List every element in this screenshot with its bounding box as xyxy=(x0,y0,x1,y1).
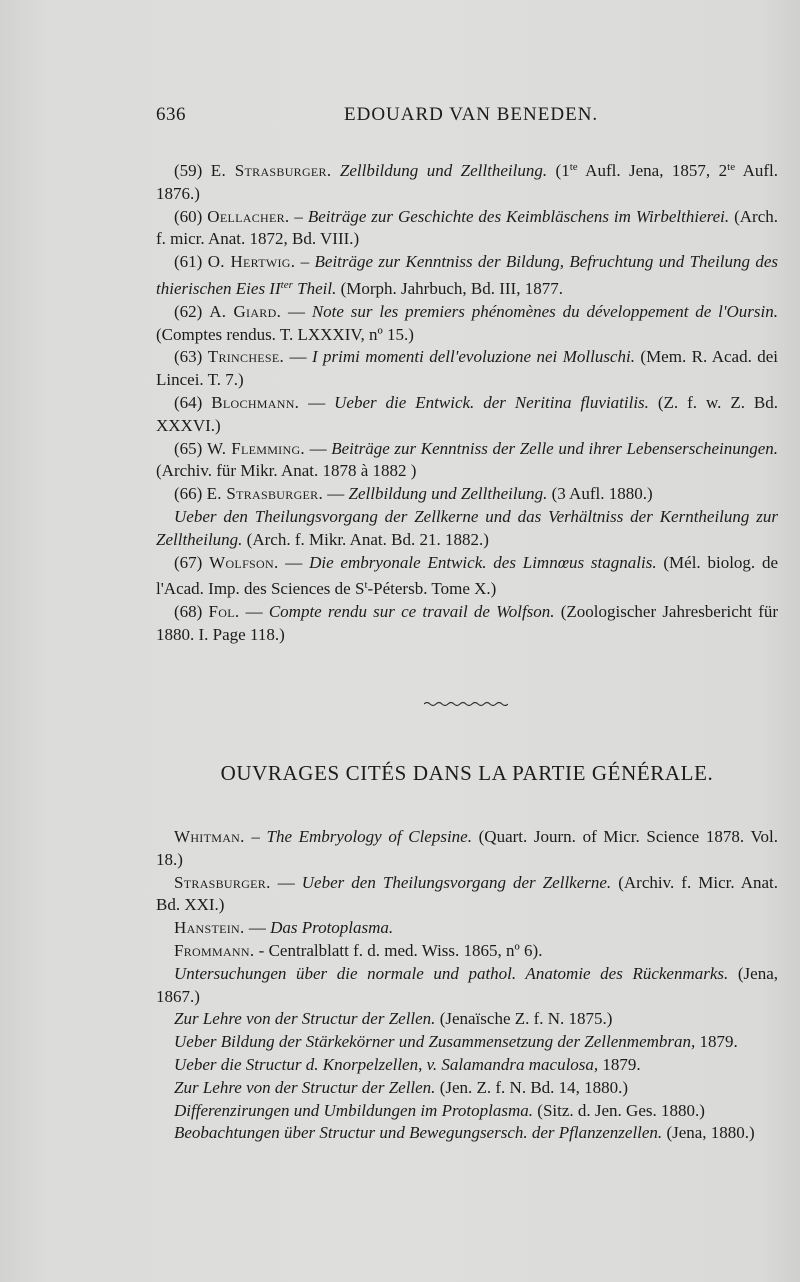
reference-entry: (62) A. Giard. — Note sur les premiers phénomènes du développement de l'Oursin. (Comptes rendus. T. LXXXIV, nº 15.) xyxy=(156,301,779,344)
work-entry: Whitman. – The Embryology of Clepsine. (Quart. Journ. of Micr. Science 1878. Vol. 18.) xyxy=(156,827,779,869)
section-title: OUVRAGES CITÉS DANS LA PARTIE GÉNÉRALE. xyxy=(220,761,714,785)
work-entry: Ueber Bildung der Stärkekörner und Zusammensetzung der Zellenmembran, 1879. xyxy=(174,1032,738,1052)
reference-entry: Ueber den Theilungsvorgang der Zellkerne und das Verhältniss der Kerntheilung zur Zelltheilung. (Arch. f. Mikr. Anat. Bd. 21. 1882.) xyxy=(156,506,778,549)
work-entry: Differenzirungen und Umbildungen im Protoplasma. (Sitz. d. Jen. Ges. 1880.) xyxy=(174,1100,705,1120)
work-entry: Zur Lehre von der Structur der Zellen. (Jen. Z. f. N. Bd. 14, 1880.) xyxy=(174,1077,629,1097)
reference-entry: (61) O. Hertwig. – Beiträge zur Kenntniss der Bildung, Befruchtung und Theilung des thierischen Eies $II^{ter}$ Theil. (Morph. Jahrbuch, Bd. III, 1877. xyxy=(156,252,779,298)
running-title: EDOUARD VAN BENEDEN. xyxy=(344,104,599,125)
work-entry: Hanstein. — Das Protoplasma. xyxy=(174,918,394,938)
reference-list xyxy=(156,156,778,647)
work-entry: Untersuchungen über die normale und pathol. Anatomie des Rückenmarks. (Jena, 1867.) xyxy=(156,963,778,1006)
page-number: 636 xyxy=(156,104,186,125)
page-header xyxy=(156,104,776,134)
reference-entry: (60) Oellacher. – Beiträge zur Geschichte des Keimbläschens im Wirbelthierei. (Arch. f. micr. Anat. 1872, Bd. VIII.) xyxy=(156,206,778,249)
work-entry: Frommann. - Centralblatt f. d. med. Wiss. 1865, nº 6). xyxy=(174,940,543,960)
reference-entry: (65) W. Flemming. — Beiträge zur Kenntniss der Zelle und ihrer Lebenserscheinungen. (Archiv. für Mikr. Anat. 1878 à 1882 ) xyxy=(156,438,779,481)
reference-entry: (67) Wolfson. — Die embryonale Entwick. des Limnœus stagnalis. (Mél. biolog. de l'Acad. Imp. des Sciences de $S^t$-Pétersb. Tome X.) xyxy=(156,552,779,599)
ornamental-rule xyxy=(424,700,508,708)
reference-entry: (63) Trinchese. — I primi momenti dell'evoluzione nei Molluschi. (Mem. R. Acad. dei Lincei. T. 7.) xyxy=(156,347,779,390)
reference-entry: (68) Fol. — Compte rendu sur ce travail de Wolfson. (Zoologischer Jahresbericht für 1880. I. Page 118.) xyxy=(156,602,779,644)
reference-entry: (66) E. Strasburger. — Zellbildung und Zelltheilung. (3 Aufl. 1880.) xyxy=(174,484,653,504)
work-entry: Ueber die Structur d. Knorpelzellen, v. Salamandra maculosa, 1879. xyxy=(174,1054,641,1074)
work-entry: Strasburger. — Ueber den Theilungsvorgang der Zellkerne. (Archiv. f. Micr. Anat. Bd. XXI.) xyxy=(156,872,778,915)
reference-entry: (59) E. Strasburger. Zellbildung und Zelltheilung. ($1^{te}$ Aufl. Jena, 1857, $2^{te}$ Aufl. 1876.) xyxy=(156,161,779,203)
works-cited-list xyxy=(156,826,778,1145)
reference-entry: (64) Blochmann. — Ueber die Entwick. der Neritina fluviatilis. (Z. f. w. Z. Bd. XXXVI.) xyxy=(156,392,779,435)
work-entry: Zur Lehre von der Structur der Zellen. (Jenaïsche Z. f. N. 1875.) xyxy=(174,1009,613,1029)
work-entry: Beobachtungen über Structur und Bewegungsersch. der Pflanzenzellen. (Jena, 1880.) xyxy=(174,1123,755,1143)
